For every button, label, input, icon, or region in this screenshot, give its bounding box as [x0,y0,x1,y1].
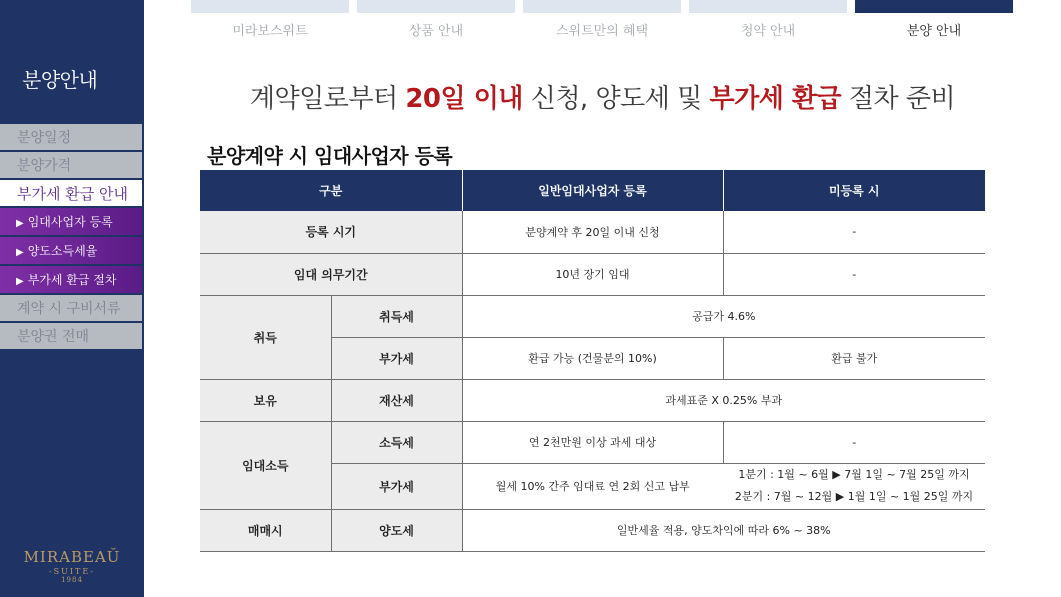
column-header: 구분 [200,170,462,211]
play-arrow-icon: ▶ [16,218,24,229]
sidebar-item-documents[interactable]: 계약 시 구비서류 [0,295,142,323]
column-header: 일반임대사업자 등록 [462,170,723,211]
table-cell: 10년 장기 임대 [462,253,723,295]
row-label: 임대 의무기간 [200,253,462,295]
sidebar-item-vat-refund[interactable]: 부가세 환급 안내 [0,180,142,208]
sidebar-subitem-label: 양도소득세율 [27,244,98,258]
row-group-label: 매매시 [200,509,331,551]
table-row [200,421,985,463]
headline-highlight: 20일 이내 [405,84,523,114]
table-cell: 일반세율 적용, 양도차익에 따라 6% ~ 38% [462,509,985,551]
sidebar [0,0,144,597]
headline-text: 계약일로부터 [249,84,406,114]
tab-bar [191,0,349,13]
top-nav-tabs [191,0,1014,40]
section-title: 분양계약 시 임대사업자 등록 [207,144,453,168]
table-cell: 환급 불가 [723,337,985,379]
sidebar-subitem-vat-procedure[interactable] [0,266,142,295]
row-label: 재산세 [331,379,462,421]
logo-year: 1984 [61,576,83,584]
row-label: 취득세 [331,295,462,337]
table-cell: 연 2천만원 이상 과세 대상 [462,421,723,463]
tab-sale-info[interactable] [855,0,1013,40]
row-group-label: 취득 [200,295,331,379]
tab-label: 청약 안내 [740,24,796,39]
play-arrow-icon: ▶ [16,276,24,287]
headline-text: 절차 준비 [841,84,956,114]
row-label: 양도세 [331,509,462,551]
logo-wordmark: MIRABEAŬ [23,548,121,566]
tab-mirabeau-suite[interactable] [191,0,349,40]
row-label: 등록 시기 [200,211,462,253]
schedule-q1: 1분기 : 1월 ~ 6월 ▶ 7월 1일 ~ 7월 25일 까지 [738,468,970,481]
sidebar-subitem-label: 임대사업자 등록 [27,215,113,229]
tab-bar [855,0,1013,13]
headline-highlight: 부가세 환급 [709,84,842,114]
schedule-q2: 2분기 : 7월 ~ 12월 ▶ 1월 1일 ~ 1월 25일 까지 [734,490,974,503]
tab-label: 분양 안내 [906,24,962,39]
tab-bar [523,0,681,13]
table-cell: 분양계약 후 20일 이내 신청 [462,211,723,253]
sidebar-subitem-label: 부가세 환급 절차 [27,273,117,287]
table-row [200,211,985,253]
table-row [200,509,985,551]
page-headline [191,78,1014,115]
sidebar-menu [0,124,144,351]
brand-logo[interactable] [0,548,144,584]
tab-product-info[interactable] [357,0,515,40]
tab-label: 미라보스위트 [232,24,308,39]
table-row [200,379,985,421]
row-label: 소득세 [331,421,462,463]
tab-label: 스위트만의 혜택 [555,24,649,39]
table-cell: 환급 가능 (건물분의 10%) [462,337,723,379]
table-cell: 공급가 4.6% [462,295,985,337]
sidebar-subitem-rental-registration[interactable] [0,208,142,237]
row-group-label: 보유 [200,379,331,421]
sidebar-title: 분양안내 [22,68,98,92]
tab-label: 상품 안내 [408,24,464,39]
table-cell: 과세표준 X 0.25% 부과 [462,379,985,421]
row-label: 부가세 [331,463,462,509]
table-cell: 월세 10% 간주 임대료 연 2회 신고 납부 [462,463,723,509]
table-header-row [200,170,985,211]
table-row [200,253,985,295]
logo-subtitle: -SUITE- [48,567,96,576]
table-cell: - [723,421,985,463]
play-arrow-icon: ▶ [16,247,24,258]
sidebar-item-price[interactable]: 분양가격 [0,152,142,180]
table-cell: - [723,211,985,253]
tab-bar [689,0,847,13]
tax-comparison-table [200,170,985,552]
table-cell: - [723,253,985,295]
row-group-label: 임대소득 [200,421,331,509]
tab-suite-benefits[interactable] [523,0,681,40]
column-header: 미등록 시 [723,170,985,211]
sidebar-subitem-capital-gains-tax[interactable] [0,237,142,266]
table-cell-schedule [723,463,985,509]
headline-text: 신청, 양도세 및 [522,84,710,114]
row-label: 부가세 [331,337,462,379]
sidebar-item-resale[interactable]: 분양권 전매 [0,323,142,351]
tab-bar [357,0,515,13]
tab-subscription-info[interactable] [689,0,847,40]
table-row [200,295,985,337]
sidebar-item-schedule[interactable]: 분양일정 [0,124,142,152]
